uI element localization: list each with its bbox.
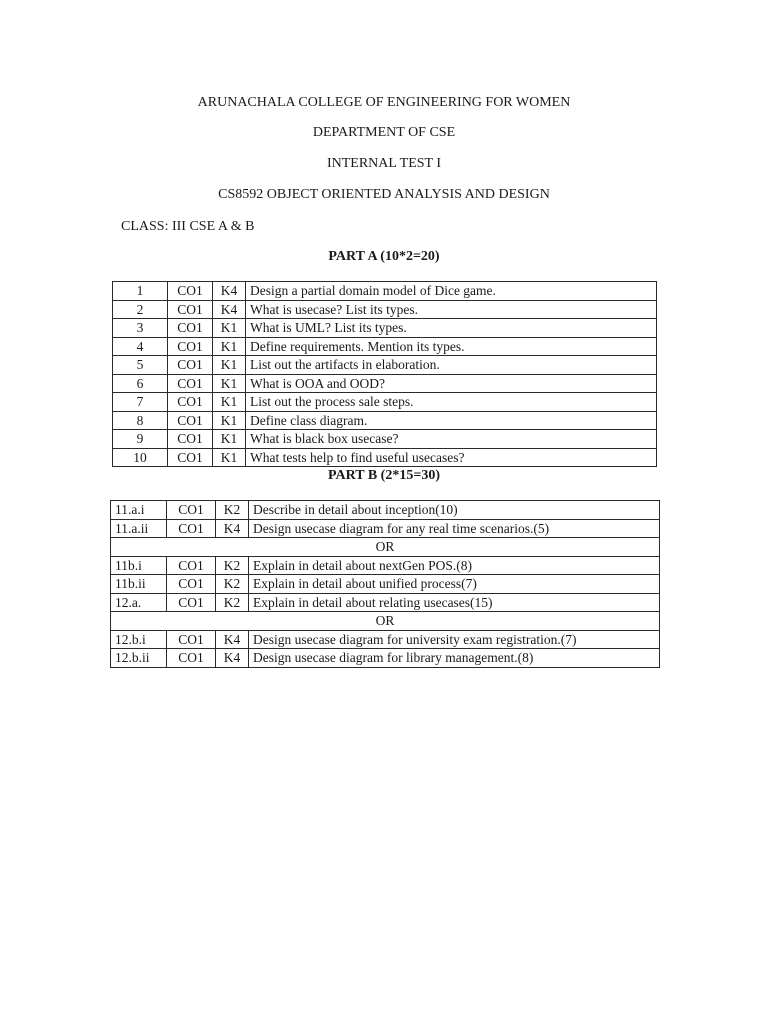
knowledge-level: K4: [216, 630, 249, 649]
question-text: Design usecase diagram for any real time scenarios.(5): [249, 519, 660, 538]
question-number: 7: [113, 393, 168, 412]
knowledge-level: K1: [213, 411, 246, 430]
table-row: [113, 430, 657, 449]
course-outcome: CO1: [167, 501, 216, 520]
question-text: List out the process sale steps.: [246, 393, 657, 412]
knowledge-level: K2: [216, 501, 249, 520]
college-name: ARUNACHALA COLLEGE OF ENGINEERING FOR WOMEN: [197, 95, 571, 110]
question-number: 8: [113, 411, 168, 430]
table-row: [111, 519, 660, 538]
knowledge-level: K1: [213, 356, 246, 375]
table-row: [111, 630, 660, 649]
course-outcome: CO1: [168, 374, 213, 393]
question-text: Explain in detail about nextGen POS.(8): [249, 556, 660, 575]
question-text: List out the artifacts in elaboration.: [246, 356, 657, 375]
question-text: What is UML? List its types.: [246, 319, 657, 338]
question-text: What tests help to find useful usecases?: [246, 448, 657, 467]
or-row: [111, 538, 660, 557]
table-row: [113, 356, 657, 375]
course-outcome: CO1: [168, 319, 213, 338]
part-b-title: PART B (2*15=30): [328, 468, 440, 483]
course-outcome: CO1: [168, 356, 213, 375]
question-text: What is black box usecase?: [246, 430, 657, 449]
question-text: Describe in detail about inception(10): [249, 501, 660, 520]
course-outcome: CO1: [167, 575, 216, 594]
knowledge-level: K4: [213, 282, 246, 301]
knowledge-level: K4: [216, 519, 249, 538]
question-number: 12.b.ii: [111, 649, 167, 668]
knowledge-level: K1: [213, 448, 246, 467]
question-text: Design usecase diagram for library management.(8): [249, 649, 660, 668]
or-row: [111, 612, 660, 631]
part-b-table: [110, 500, 660, 668]
knowledge-level: K1: [213, 374, 246, 393]
course-outcome: CO1: [168, 430, 213, 449]
table-row: [113, 337, 657, 356]
part-a-title: PART A (10*2=20): [328, 249, 440, 264]
question-text: Define requirements. Mention its types.: [246, 337, 657, 356]
course-outcome: CO1: [167, 519, 216, 538]
question-number: 11.a.ii: [111, 519, 167, 538]
question-text: What is OOA and OOD?: [246, 374, 657, 393]
course-outcome: CO1: [167, 630, 216, 649]
question-text: Design usecase diagram for university exam registration.(7): [249, 630, 660, 649]
question-text: Explain in detail about unified process(7): [249, 575, 660, 594]
table-row: [111, 593, 660, 612]
course-outcome: CO1: [168, 448, 213, 467]
knowledge-level: K1: [213, 430, 246, 449]
question-number: 11b.ii: [111, 575, 167, 594]
course-outcome: CO1: [167, 649, 216, 668]
course-outcome: CO1: [168, 337, 213, 356]
knowledge-level: K1: [213, 319, 246, 338]
table-row: [113, 300, 657, 319]
knowledge-level: K2: [216, 575, 249, 594]
question-number: 12.a.: [111, 593, 167, 612]
department-name: DEPARTMENT OF CSE: [312, 125, 456, 140]
question-number: 6: [113, 374, 168, 393]
question-number: 12.b.i: [111, 630, 167, 649]
course-outcome: CO1: [168, 282, 213, 301]
question-number: 3: [113, 319, 168, 338]
knowledge-level: K4: [213, 300, 246, 319]
course-outcome: CO1: [168, 411, 213, 430]
question-number: 2: [113, 300, 168, 319]
table-row: [113, 411, 657, 430]
question-number: 11.a.i: [111, 501, 167, 520]
course-outcome: CO1: [168, 300, 213, 319]
test-title: INTERNAL TEST I: [326, 156, 442, 171]
question-text: Explain in detail about relating usecases(15): [249, 593, 660, 612]
table-row: [113, 319, 657, 338]
question-number: 1: [113, 282, 168, 301]
course-title: CS8592 OBJECT ORIENTED ANALYSIS AND DESIGN: [218, 187, 550, 202]
question-number: 9: [113, 430, 168, 449]
knowledge-level: K1: [213, 393, 246, 412]
table-row: [113, 374, 657, 393]
table-row: [113, 282, 657, 301]
table-row: [111, 649, 660, 668]
course-outcome: CO1: [167, 556, 216, 575]
knowledge-level: K1: [213, 337, 246, 356]
question-number: 4: [113, 337, 168, 356]
question-text: Define class diagram.: [246, 411, 657, 430]
question-number: 10: [113, 448, 168, 467]
knowledge-level: K4: [216, 649, 249, 668]
or-separator: OR: [111, 538, 660, 557]
question-number: 5: [113, 356, 168, 375]
knowledge-level: K2: [216, 593, 249, 612]
course-outcome: CO1: [167, 593, 216, 612]
table-row: [111, 575, 660, 594]
class-info: CLASS: III CSE A & B: [121, 219, 255, 234]
or-separator: OR: [111, 612, 660, 631]
question-text: What is usecase? List its types.: [246, 300, 657, 319]
question-text: Design a partial domain model of Dice game.: [246, 282, 657, 301]
table-row: [111, 501, 660, 520]
course-outcome: CO1: [168, 393, 213, 412]
question-number: 11b.i: [111, 556, 167, 575]
table-row: [113, 448, 657, 467]
knowledge-level: K2: [216, 556, 249, 575]
table-row: [111, 556, 660, 575]
table-row: [113, 393, 657, 412]
part-a-table: [112, 281, 657, 467]
